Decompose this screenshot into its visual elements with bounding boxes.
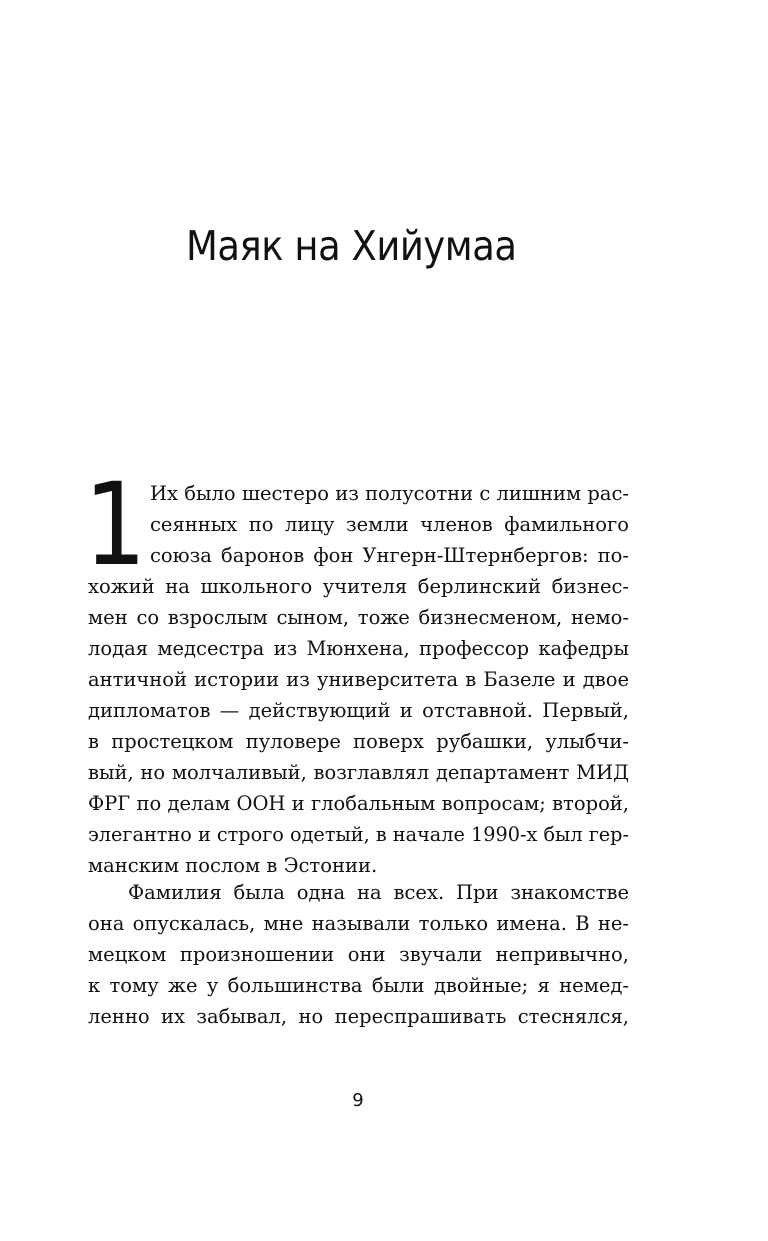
- text-line: союза баронов фон Унгерн-Штернбергов: по-: [150, 544, 629, 567]
- text-line: Фамилия была одна на всех. При знакомстве: [128, 881, 629, 904]
- chapter-number-drop-cap: 1: [84, 458, 147, 591]
- text-line: ленно их забывал, но переспрашивать стеснялся,: [88, 1005, 629, 1028]
- text-line: она опускалась, мне называли только имена. В не-: [88, 912, 629, 935]
- text-line: к тому же у большинства были двойные; я немед-: [88, 974, 629, 997]
- text-line: сеянных по лицу земли членов фамильного: [150, 513, 629, 536]
- text-line: дипломатов — действующий и отставной. Первый,: [88, 699, 629, 722]
- text-line: античной истории из университета в Базеле и двое: [88, 668, 629, 691]
- text-line: манским послом в Эстонии.: [88, 854, 378, 877]
- text-line: в простецком пуловере поверх рубашки, улыбчи-: [88, 730, 629, 753]
- text-line: хожий на школьного учителя берлинский бизнес-: [88, 575, 629, 598]
- text-line: элегантно и строго одетый, в начале 1990-х был гер-: [88, 823, 629, 846]
- chapter-title: Маяк на Хийумаа: [186, 222, 517, 270]
- text-line: ФРГ по делам ООН и глобальным вопросам; второй,: [88, 792, 629, 815]
- text-line: лодая медсестра из Мюнхена, профессор кафедры: [88, 637, 629, 660]
- text-line: мецком произношении они звучали непривычно,: [88, 943, 629, 966]
- page-number: 9: [352, 1090, 364, 1111]
- text-line: Их было шестеро из полусотни с лишним рас-: [150, 482, 629, 505]
- text-line: вый, но молчаливый, возглавлял департамент МИД: [88, 761, 629, 784]
- text-line: мен со взрослым сыном, тоже бизнесменом, немо-: [88, 606, 629, 629]
